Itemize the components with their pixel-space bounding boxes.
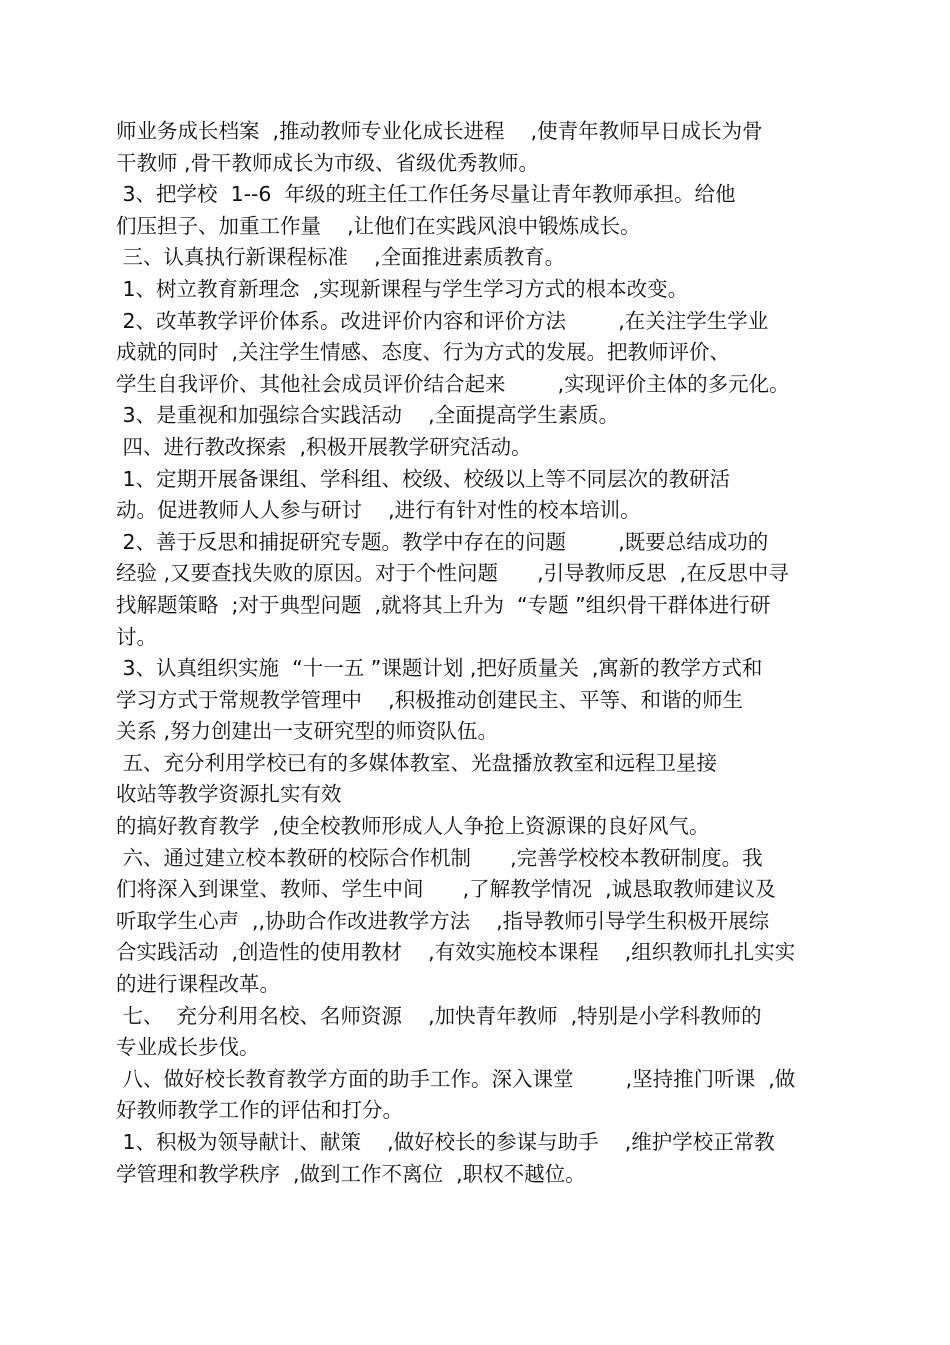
document-body <box>116 116 836 1190</box>
section-heading: 四、进行教改探索 ,积极开展教学研究活动。 <box>116 434 532 459</box>
text-line: 们压担子、加重工作量 ,让他们在实践风浪中锻炼成长。 <box>116 213 641 238</box>
text-line: 2、善于反思和捕捉研究专题。教学中存在的问题 ,既要总结成功的 <box>116 529 769 554</box>
text-line: 的搞好教育教学 ,使全校教师形成人人争抢上资源课的良好风气。 <box>116 814 710 839</box>
text-line: 们将深入到课堂、教师、学生中间 ,了解教学情况 ,诚恳取教师建议及 <box>116 877 776 902</box>
text-line: 的进行课程改革。 <box>116 972 280 997</box>
text-line: 合实践活动 ,创造性的使用教材 ,有效实施校本课程 ,组织教师扎扎实实 <box>116 940 796 965</box>
text-line: 1、树立教育新理念 ,实现新课程与学生学习方式的根本改变。 <box>116 276 689 301</box>
section-heading: 七、 充分利用名校、名师资源 ,加快青年教师 ,特别是小学科教师的 <box>116 1003 762 1028</box>
text-line: 收站等教学资源扎实有效 <box>116 782 342 807</box>
text-line: 师业务成长档案 ,推动教师专业化成长进程 ,使青年教师早日成长为骨 <box>116 119 763 143</box>
text-line: 学习方式于常规教学管理中 ,积极推动创建民主、平等、和谐的师生 <box>116 687 744 712</box>
text-line: 2、改革教学评价体系。改进评价内容和评价方法 ,在关注学生学业 <box>116 308 769 333</box>
text-line: 3、是重视和加强综合实践活动 ,全面提高学生素质。 <box>116 403 620 428</box>
text-line: 干教师 ,骨干教师成长为市级、省级优秀教师。 <box>116 150 540 175</box>
text-line: 学生自我评价、其他社会成员评价结合起来 ,实现评价主体的多元化。 <box>116 371 790 396</box>
text-line: 好教师教学工作的评估和打分。 <box>116 1098 403 1123</box>
text-line: 3、认真组织实施 “十一五 ”课题计划 ,把好质量关 ,寓新的教学方式和 <box>116 656 763 681</box>
text-line: 1、积极为领导献计、献策 ,做好校长的参谋与助手 ,维护学校正常教 <box>116 1130 775 1154</box>
text-line: 讨。 <box>116 624 157 649</box>
text-line: 专业成长步伐。 <box>116 1035 260 1060</box>
text-line: 动。促进教师人人参与研讨 ,进行有针对性的校本培训。 <box>116 498 641 523</box>
section-heading: 五、充分利用学校已有的多媒体教室、光盘播放教室和远程卫星接 <box>116 750 718 775</box>
text-line: 学管理和教学秩序 ,做到工作不离位 ,职权不越位。 <box>116 1161 586 1186</box>
text-line: 成就的同时 ,关注学生情感、态度、行为方式的发展。把教师评价、 <box>116 340 731 365</box>
section-heading: 六、通过建立校本教研的校际合作机制 ,完善学校校本教研制度。我 <box>116 845 763 870</box>
text-line: 听取学生心声 ,,协助合作改进教学方法 ,指导教师引导学生积极开展综 <box>116 908 770 933</box>
section-heading: 八、做好校长教育教学方面的助手工作。深入课堂 ,坚持推门听课 ,做 <box>116 1066 796 1091</box>
section-heading: 三、认真执行新课程标准 ,全面推进素质教育。 <box>116 245 566 270</box>
text-line: 3、把学校 1--6 年级的班主任工作任务尽量让青年教师承担。给他 <box>116 182 736 207</box>
text-line: 找解题策略 ;对于典型问题 ,就将其上升为 “专题 ”组织骨干群体进行研 <box>116 592 771 617</box>
text-line: 经验 ,又要查找失败的原因。对于个性问题 ,引导教师反思 ,在反思中寻 <box>116 561 789 586</box>
text-line: 1、定期开展备课组、学科组、校级、校级以上等不同层次的教研活 <box>116 466 731 491</box>
text-line: 关系 ,努力创建出一支研究型的师资队伍。 <box>116 719 499 744</box>
